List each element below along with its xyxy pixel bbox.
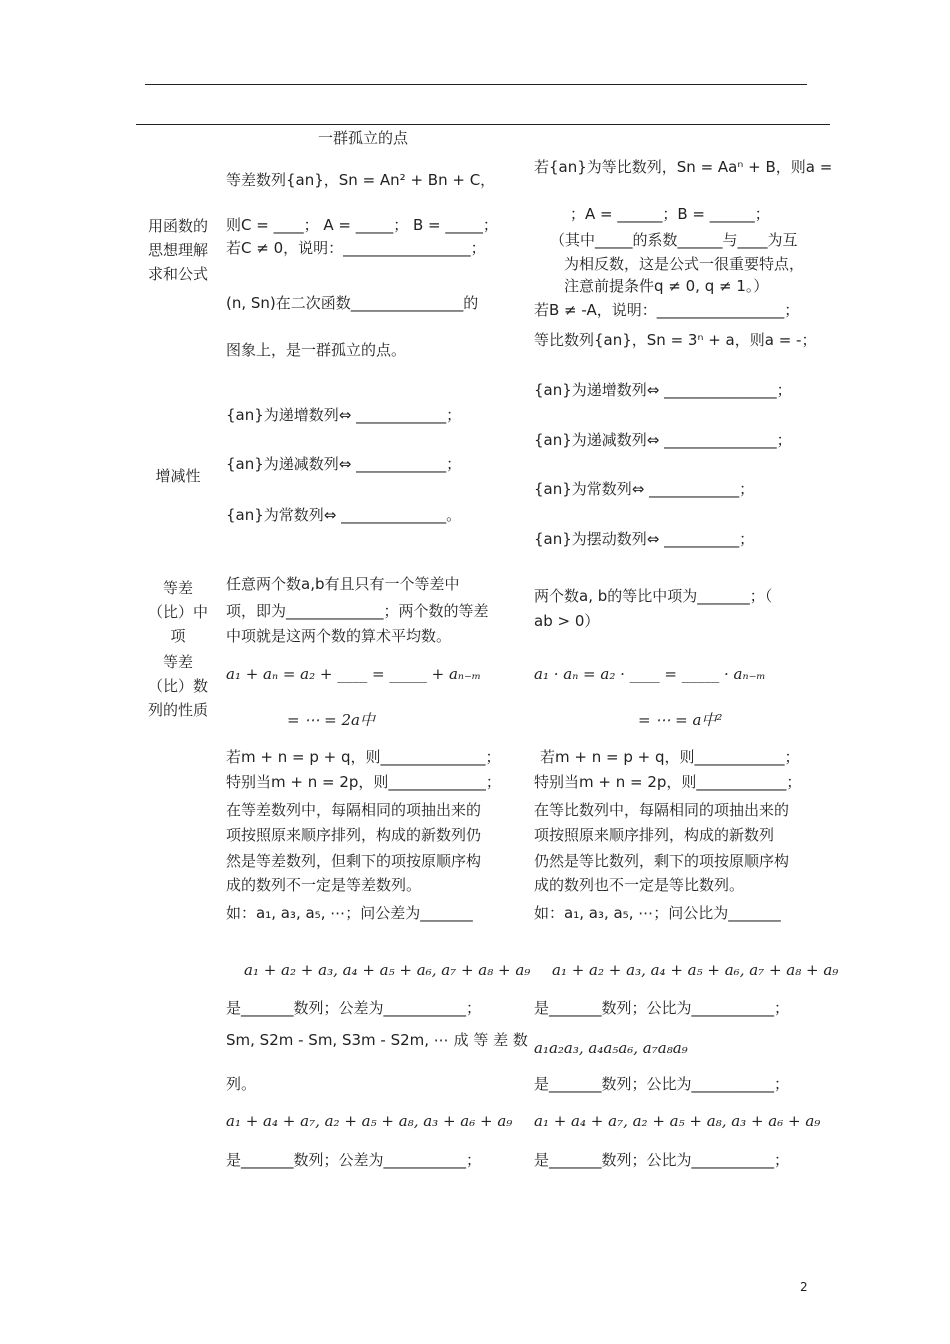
prop-left-line-6: 在等差数列中，每隔相同的项抽出来的 xyxy=(226,801,482,819)
prop-left-formula-1: a₁ + aₙ = a₂ + ____ = _____ + aₙ₋ₘ xyxy=(226,665,482,683)
prop-left-line-2: 项，即为_____________；两个数的等差 xyxy=(226,602,489,620)
sum-right-line-2: ；A = ______；B = ______； xyxy=(570,205,770,223)
table-top-rule xyxy=(136,124,830,125)
header-rule xyxy=(145,84,807,85)
prop-left-formula-4: a₁ + a₄ + a₇, a₂ + a₅ + a₈, a₃ + a₆ + a₉ xyxy=(226,1112,513,1130)
prop-right-formula-4: a₁a₂a₃, a₄a₅a₆, a₇a₈a₉ xyxy=(534,1039,688,1057)
sum-left-line-4: (n, Sn)在二次函数_______________的 xyxy=(226,294,479,312)
prop-left-formula-3: a₁ + a₂ + a₃, a₄ + a₅ + a₆, a₇ + a₈ + a₉ xyxy=(244,961,531,979)
prop-right-line-8: 成的数列也不一定是等比数列。 xyxy=(534,876,745,894)
sum-right-line-3: （其中_____的系数______与____为互 xyxy=(550,231,798,249)
prop-right-line-2: ab > 0） xyxy=(534,612,600,630)
prop-left-line-8: 然是等差数列，但剩下的项按原顺序构 xyxy=(226,852,482,870)
prop-right-line-9: 如：a₁, a₃, a₅, ⋯；问公比为_______ xyxy=(534,904,781,922)
prop-left-line-12: Sm, S2m - Sm, S3m - S2m, ⋯ 成 等 差 数 xyxy=(226,1031,528,1049)
prop-right-formula-5: a₁ + a₄ + a₇, a₂ + a₅ + a₈, a₃ + a₆ + a₉ xyxy=(534,1112,821,1130)
row-label-mean: 等差（比）中项 xyxy=(147,579,208,645)
prop-left-line-14: 是_______数列；公差为___________； xyxy=(226,1151,482,1169)
prop-left-line-13: 列。 xyxy=(226,1075,257,1093)
prop-left-line-10: 如：a₁, a₃, a₅, ⋯；问公差为_______ xyxy=(226,904,473,922)
prop-right-line-4: 特别当m + n = 2p，则____________； xyxy=(534,773,802,791)
prop-right-line-5: 在等比数列中，每隔相同的项抽出来的 xyxy=(534,801,790,819)
sum-right-line-7: 等比数列{an}，Sn = 3ⁿ + a，则a = -； xyxy=(534,331,817,349)
sum-right-line-1: 若{an}为等比数列，Sn = Aaⁿ + B，则a = xyxy=(534,158,833,176)
sum-right-line-5: 注意前提条件q ≠ 0, q ≠ 1。） xyxy=(564,277,769,295)
prop-left-line-11: 是_______数列；公差为___________； xyxy=(226,999,482,1017)
row-label-properties: 等差（比）数列的性质 xyxy=(147,653,208,719)
prop-left-line-5: 特别当m + n = 2p，则_____________； xyxy=(226,773,501,791)
prop-left-line-7: 项按照原来顺序排列，构成的新数列仍 xyxy=(226,826,482,844)
prop-right-line-6: 项按照原来顺序排列，构成的新数列 xyxy=(534,826,775,844)
row-label-monotonic: 增减性 xyxy=(155,467,201,485)
sum-left-line-3: 若C ≠ 0，说明：_________________； xyxy=(226,239,486,257)
prop-right-line-10: 是_______数列；公比为___________； xyxy=(534,999,790,1017)
prop-left-line-1: 任意两个数a,b有且只有一个等差中 xyxy=(226,575,460,593)
mono-left-line-3: {an}为常数列⇔ ______________。 xyxy=(226,506,462,524)
row-label-sum-formula: 用函数的思想理解求和公式 xyxy=(147,217,208,283)
sum-left-line-2: 则C = ____； A = _____； B = _____； xyxy=(226,216,498,234)
mono-right-line-2: {an}为递减数列⇔ _______________； xyxy=(534,431,792,449)
mono-right-line-1: {an}为递增数列⇔ _______________； xyxy=(534,381,792,399)
prop-right-formula-1: a₁ · aₙ = a₂ · ____ = _____ · aₙ₋ₘ xyxy=(534,665,766,683)
prop-right-formula-3: a₁ + a₂ + a₃, a₄ + a₅ + a₆, a₇ + a₈ + a₉ xyxy=(552,961,839,979)
prop-right-line-7: 仍然是等比数列，剩下的项按原顺序构 xyxy=(534,852,790,870)
prop-right-line-11: 是_______数列；公比为___________； xyxy=(534,1075,790,1093)
prop-left-line-4: 若m + n = p + q，则______________； xyxy=(226,748,501,766)
prop-left-line-9: 成的数列不一定是等差数列。 xyxy=(226,876,422,894)
page-number: 2 xyxy=(800,1280,808,1294)
prop-right-line-1: 两个数a, b的等比中项为_______；（ xyxy=(534,587,773,605)
sum-right-line-6: 若B ≠ -A，说明：_________________； xyxy=(534,301,800,319)
sum-left-line-5: 图象上，是一群孤立的点。 xyxy=(226,341,407,359)
mono-left-line-1: {an}为递增数列⇔ ____________； xyxy=(226,406,462,424)
mono-right-line-4: {an}为摆动数列⇔ __________； xyxy=(534,530,755,548)
mono-right-line-3: {an}为常数列⇔ ____________； xyxy=(534,480,755,498)
sum-right-line-4: 为相反数，这是公式一很重要特点， xyxy=(564,255,805,273)
sum-left-line-1: 等差数列{an}，Sn = An² + Bn + C， xyxy=(226,171,496,189)
prop-right-line-12: 是_______数列；公比为___________； xyxy=(534,1151,790,1169)
prop-left-formula-2: = ⋯ = 2a中 xyxy=(287,711,375,729)
prop-left-line-3: 中项就是这两个数的算术平均数。 xyxy=(226,627,452,645)
header-caption: 一群孤立的点 xyxy=(318,129,409,147)
prop-right-formula-2: = ⋯ = a中² xyxy=(638,711,723,729)
mono-left-line-2: {an}为递减数列⇔ ____________； xyxy=(226,455,462,473)
prop-right-line-3: 若m + n = p + q，则____________； xyxy=(540,748,800,766)
